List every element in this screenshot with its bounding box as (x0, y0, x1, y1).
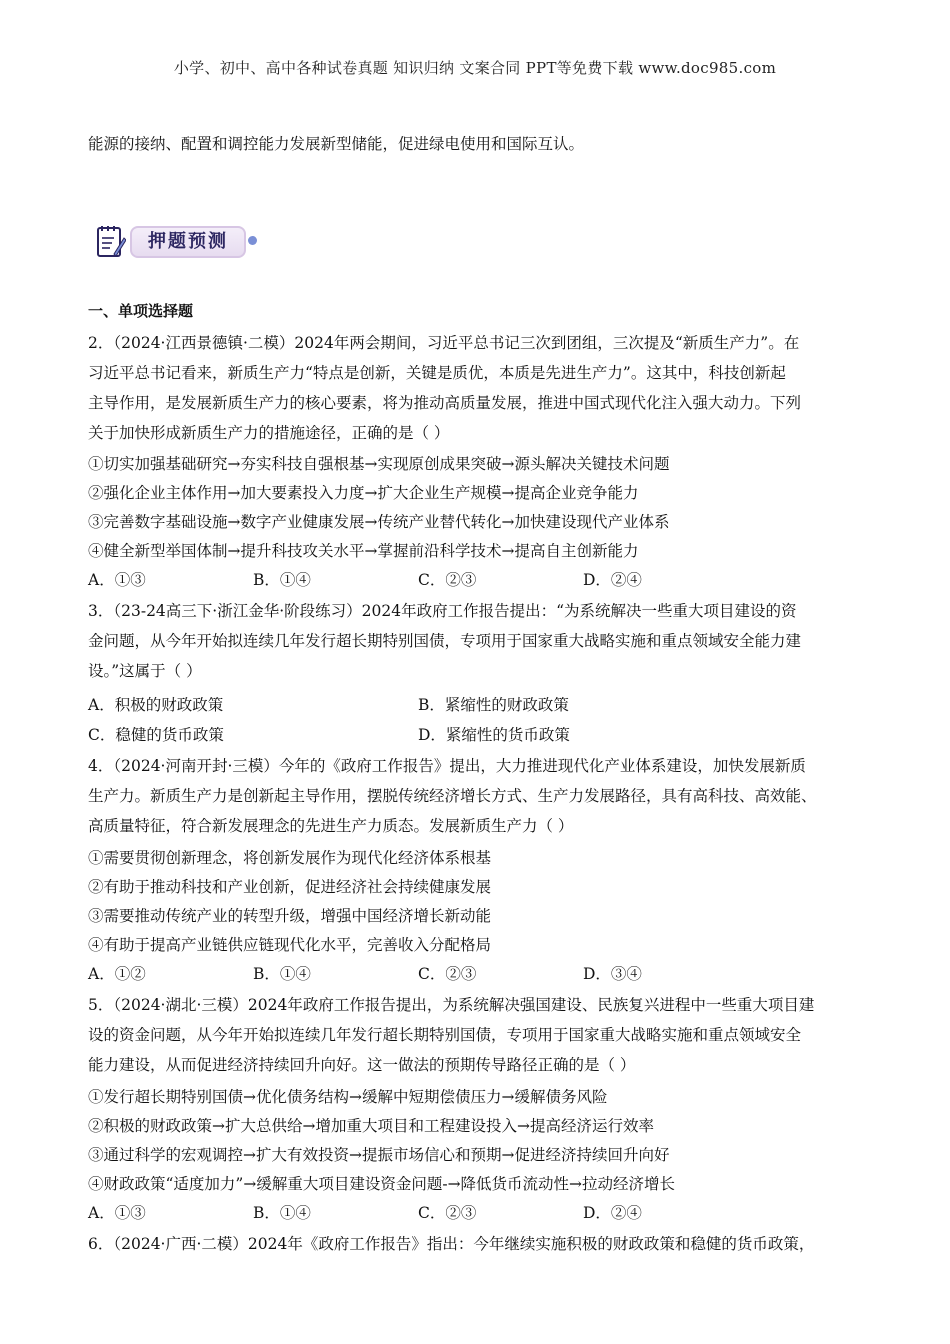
q3-line-3: 设。”这属于（ ） (88, 662, 202, 680)
intro-text: 能源的接纳、配置和调控能力发展新型储能，促进绿电使用和国际互认。 (88, 135, 585, 153)
q5-option-b[interactable]: B．①④ (253, 1204, 311, 1222)
notepad-icon (96, 224, 126, 258)
q2-option-b[interactable]: B．①④ (253, 571, 311, 589)
q5-option-d[interactable]: D．②④ (583, 1204, 642, 1222)
q5-statement-1: ①发行超长期特别国债→优化债务结构→缓解中短期偿债压力→缓解债务风险 (88, 1088, 608, 1106)
banner-dot (248, 236, 257, 245)
section-title: 一、单项选择题 (88, 302, 194, 320)
q3-option-c[interactable]: C．稳健的货币政策 (88, 726, 224, 744)
q4-statement-4: ④有助于提高产业链供应链现代化水平，完善收入分配格局 (88, 936, 492, 954)
q2-statement-4: ④健全新型举国体制→提升科技攻关水平→掌握前沿科学技术→提高自主创新能力 (88, 542, 639, 560)
q4-line-3: 高质量特征，符合新发展理念的先进生产力质态。发展新质生产力（ ） (88, 817, 574, 835)
q2-option-d[interactable]: D．②④ (583, 571, 642, 589)
q5-option-c[interactable]: C．②③ (418, 1204, 477, 1222)
q3-line-1: 3．（23-24高三下·浙江金华·阶段练习）2024年政府工作报告提出：“为系统解决一些重大项目建设的资 (88, 602, 797, 620)
q4-line-2: 生产力。新质生产力是创新起主导作用，摆脱传统经济增长方式、生产力发展路径，具有高科技、高效能、 (88, 787, 817, 805)
q4-statement-3: ③需要推动传统产业的转型升级，增强中国经济增长新动能 (88, 907, 492, 925)
q4-statement-1: ①需要贯彻创新理念，将创新发展作为现代化经济体系根基 (88, 849, 492, 867)
q2-line-1: 2．（2024·江西景德镇·二模）2024年两会期间，习近平总书记三次到团组，三次提及“新质生产力”。在 (88, 334, 800, 352)
q5-line-3: 能力建设，从而促进经济持续回升向好。这一做法的预期传导路径正确的是（ ） (88, 1056, 636, 1074)
q2-statement-3: ③完善数字基础设施→数字产业健康发展→传统产业替代转化→加快建设现代产业体系 (88, 513, 670, 531)
q2-line-4: 关于加快形成新质生产力的措施途径，正确的是（ ） (88, 424, 450, 442)
q5-statement-3: ③通过科学的宏观调控→扩大有效投资→提振市场信心和预期→促进经济持续回升向好 (88, 1146, 670, 1164)
q4-line-1: 4．（2024·河南开封·三模）今年的《政府工作报告》提出，大力推进现代化产业体系建设，加快发展新质 (88, 757, 806, 775)
q4-option-d[interactable]: D．③④ (583, 965, 642, 983)
q4-option-b[interactable]: B．①④ (253, 965, 311, 983)
q3-option-b[interactable]: B．紧缩性的财政政策 (418, 696, 569, 714)
q4-statement-2: ②有助于推动科技和产业创新，促进经济社会持续健康发展 (88, 878, 492, 896)
q5-statement-4: ④财政政策“适度加力”→缓解重大项目建设资金问题-→降低货币流动性→拉动经济增长 (88, 1175, 676, 1193)
q3-option-d[interactable]: D．紧缩性的货币政策 (418, 726, 570, 744)
q4-option-c[interactable]: C．②③ (418, 965, 477, 983)
q6-line-1: 6．（2024·广西·二模）2024年《政府工作报告》指出：今年继续实施积极的财政政策和稳健的货币政策， (88, 1235, 815, 1253)
q5-line-1: 5．（2024·湖北·三模）2024年政府工作报告提出，为系统解决强国建设、民族复兴进程中一些重大项目建 (88, 996, 815, 1014)
q2-line-2: 习近平总书记看来，新质生产力“特点是创新，关键是质优，本质是先进生产力”。这其中，科技创新起 (88, 364, 786, 382)
q5-option-a[interactable]: A．①③ (88, 1204, 146, 1222)
prediction-banner (96, 222, 266, 262)
q5-statement-2: ②积极的财政政策→扩大总供给→增加重大项目和工程建设投入→提高经济运行效率 (88, 1117, 654, 1135)
page-header: 小学、初中、高中各种试卷真题 知识归纳 文案合同 PPT等免费下载 www.doc985.com (173, 59, 777, 77)
q4-option-a[interactable]: A．①② (88, 965, 146, 983)
banner-label: 押题预测 (130, 226, 246, 258)
q2-statement-2: ②强化企业主体作用→加大要素投入力度→扩大企业生产规模→提高企业竞争能力 (88, 484, 639, 502)
q3-line-2: 金问题，从今年开始拟连续几年发行超长期特别国债，专项用于国家重大战略实施和重点领域安全能力建 (88, 632, 802, 650)
q2-line-3: 主导作用，是发展新质生产力的核心要素，将为推动高质量发展，推进中国式现代化注入强大动力。下列 (88, 394, 802, 412)
q5-line-2: 设的资金问题，从今年开始拟连续几年发行超长期特别国债，专项用于国家重大战略实施和重点领域安全 (88, 1026, 802, 1044)
q2-option-c[interactable]: C．②③ (418, 571, 477, 589)
q2-option-a[interactable]: A．①③ (88, 571, 146, 589)
q2-statement-1: ①切实加强基础研究→夯实科技自强根基→实现原创成果突破→源头解决关键技术问题 (88, 455, 670, 473)
q3-option-a[interactable]: A．积极的财政政策 (88, 696, 224, 714)
